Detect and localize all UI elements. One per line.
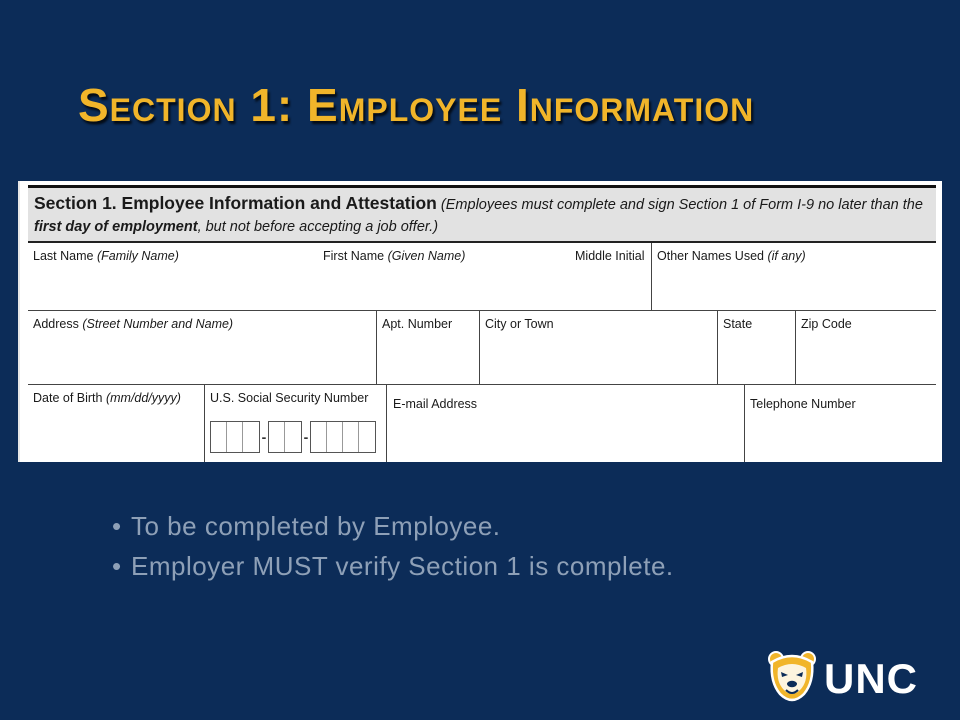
form-header-note-bold: first day of employment <box>34 219 198 235</box>
first-name-hint: (Given Name) <box>387 249 466 263</box>
address-label: Address <box>33 317 79 331</box>
middle-initial-field <box>570 243 652 311</box>
form-header <box>28 185 936 243</box>
bear-head-icon <box>769 652 815 700</box>
apt-number-label: Apt. Number <box>382 317 453 331</box>
other-names-label: Other Names Used <box>657 249 764 263</box>
telephone-field <box>745 385 936 462</box>
city-label: City or Town <box>485 317 554 331</box>
form-header-note-part1: (Employees must complete and sign Section 1 of Form I-9 no later than the <box>440 197 923 213</box>
form-header-title: Section 1. Employee Information and Attestation <box>34 193 437 213</box>
form-header-note-part2: , but not before accepting a job offer.) <box>197 219 439 235</box>
dob-hint: (mm/dd/yyyy) <box>105 391 181 405</box>
email-label: E-mail Address <box>393 397 478 411</box>
last-name-hint: (Family Name) <box>96 249 179 263</box>
last-name-field <box>28 243 318 311</box>
ssn-group-middle <box>268 421 302 453</box>
apt-number-field <box>377 311 480 385</box>
zip-field <box>796 311 936 385</box>
bullet-list <box>112 506 674 586</box>
form-i9-section1-image <box>18 181 942 462</box>
city-field <box>480 311 718 385</box>
middle-initial-label: Middle Initial <box>575 249 645 263</box>
ssn-group-serial <box>310 421 376 453</box>
address-hint: (Street Number and Name) <box>82 317 234 331</box>
ssn-boxes <box>210 421 376 453</box>
telephone-label: Telephone Number <box>750 397 856 411</box>
address-field <box>28 311 377 385</box>
first-name-label: First Name <box>323 249 385 263</box>
other-names-hint: (if any) <box>767 249 806 263</box>
ssn-group-area <box>210 421 260 453</box>
ssn-label: U.S. Social Security Number <box>210 391 369 405</box>
slide-title: Section 1: Employee Information <box>78 79 755 131</box>
state-field <box>718 311 796 385</box>
zip-label: Zip Code <box>801 317 852 331</box>
bullet-item: • To be completed by Employee. <box>112 506 674 546</box>
ssn-dash: - <box>261 429 267 445</box>
unc-logo <box>766 648 944 706</box>
unc-logo-text: UNC <box>824 655 918 702</box>
first-name-field <box>318 243 570 311</box>
state-label: State <box>723 317 753 331</box>
ssn-dash: - <box>303 429 309 445</box>
other-names-field <box>652 243 936 311</box>
last-name-label: Last Name <box>33 249 94 263</box>
bullet-item: • Employer MUST verify Section 1 is complete. <box>112 546 674 586</box>
dob-label: Date of Birth <box>33 391 103 405</box>
dob-field <box>28 385 205 462</box>
email-field <box>387 385 745 462</box>
